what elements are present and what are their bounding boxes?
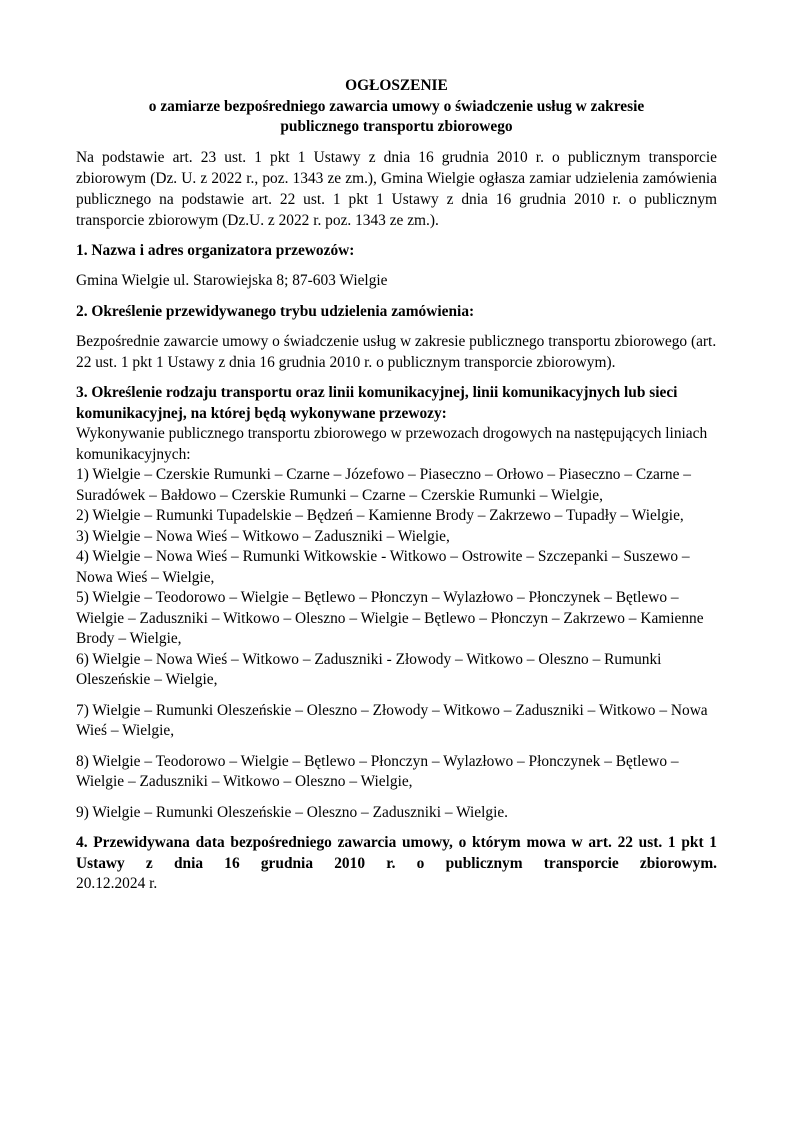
- route-item: 3) Wielgie – Nowa Wieś – Witkowo – Zaduszniki – Wielgie,: [76, 527, 450, 545]
- route-list: [76, 465, 717, 823]
- section4-date: 20.12.2024 r.: [76, 875, 158, 892]
- section4-heading: 4. Przewidywana data bezpośredniego zawarcia umowy, o którym mowa w art. 22 ust. 1 pkt 1 Ustawy z dnia 16 grudnia 2010 r. o publicznym transporcie zbiorowym.: [76, 834, 717, 872]
- section3-heading: 3. Określenie rodzaju transportu oraz linii komunikacyjnej, linii komunikacyjnych lub sieci komunikacyjnej, na której będą wykonywane przewozy:: [76, 384, 678, 422]
- section1-heading: 1. Nazwa i adres organizatora przewozów:: [76, 241, 355, 259]
- document-subtitle-line1: o zamiarze bezpośredniego zawarcia umowy o świadczenie usług w zakresie: [148, 97, 645, 115]
- route-item: 4) Wielgie – Nowa Wieś – Rumunki Witkowskie - Witkowo – Ostrowite – Szczepanki – Suszewo – Nowa Wieś – Wielgie,: [76, 548, 690, 586]
- section2-text: Bezpośrednie zawarcie umowy o świadczenie usług w zakresie publicznego transportu zbiorowego (art. 22 ust. 1 pkt 1 Ustawy z dnia 16 grudnia 2010 r. o publicznym transporcie zbiorowym).: [76, 333, 717, 371]
- document-title: OGŁOSZENIE: [345, 77, 448, 94]
- route-item: 9) Wielgie – Rumunki Oleszeńskie – Oleszno – Zaduszniki – Wielgie.: [76, 803, 509, 821]
- document-subtitle-line2: publicznego transportu zbiorowego: [280, 118, 513, 135]
- route-item: 1) Wielgie – Czerskie Rumunki – Czarne – Józefowo – Piaseczno – Orłowo – Piaseczno – Czarne – Suradówek – Bałdowo – Czerskie Rumunki – Czarne – Czerskie Rumunki – Wielgie,: [76, 466, 691, 504]
- route-item: 2) Wielgie – Rumunki Tupadelskie – Będzeń – Kamienne Brody – Zakrzewo – Tupadły – Wielgie,: [76, 507, 684, 524]
- route-item: 6) Wielgie – Nowa Wieś – Witkowo – Zaduszniki - Złowody – Witkowo – Oleszno – Rumunki Oleszeńskie – Wielgie,: [76, 650, 662, 688]
- route-item: 8) Wielgie – Teodorowo – Wielgie – Bętlewo – Płonczyn – Wylazłowo – Płonczynek – Bętlewo – Wielgie – Zaduszniki – Witkowo – Oleszno – Wielgie,: [76, 752, 679, 790]
- route-item: 5) Wielgie – Teodorowo – Wielgie – Bętlewo – Płonczyn – Wylazłowo – Płonczynek – Bętlewo – Wielgie – Zaduszniki – Witkowo – Oleszno – Wielgie – Bętlewo – Płonczyn – Zakrzewo – Kamienne Brody – Wielgie,: [76, 589, 704, 647]
- intro-paragraph: Na podstawie art. 23 ust. 1 pkt 1 Ustawy z dnia 16 grudnia 2010 r. o publicznym transporcie zbiorowym (Dz. U. z 2022 r., poz. 1343 ze zm.), Gmina Wielgie ogłasza zamiar udzielenia zamówienia publicznego na podstawie art. 22 ust. 1 pkt 1 Ustawy z dnia 16 grudnia 2010 r. o publicznym transporcie zbiorowym (Dz.U. z 2022 r. poz. 1343 ze zm.).: [76, 148, 717, 229]
- section1-text: Gmina Wielgie ul. Starowiejska 8; 87-603 Wielgie: [76, 272, 388, 289]
- document-page: [76, 76, 717, 895]
- section2-heading: 2. Określenie przewidywanego trybu udzielenia zamówienia:: [76, 302, 475, 320]
- route-item: 7) Wielgie – Rumunki Oleszeńskie – Oleszno – Złowody – Witkowo – Zaduszniki – Witkowo – Nowa Wieś – Wielgie,: [76, 701, 708, 739]
- section3-text: Wykonywanie publicznego transportu zbiorowego w przewozach drogowych na następujących liniach komunikacyjnych:: [76, 425, 708, 463]
